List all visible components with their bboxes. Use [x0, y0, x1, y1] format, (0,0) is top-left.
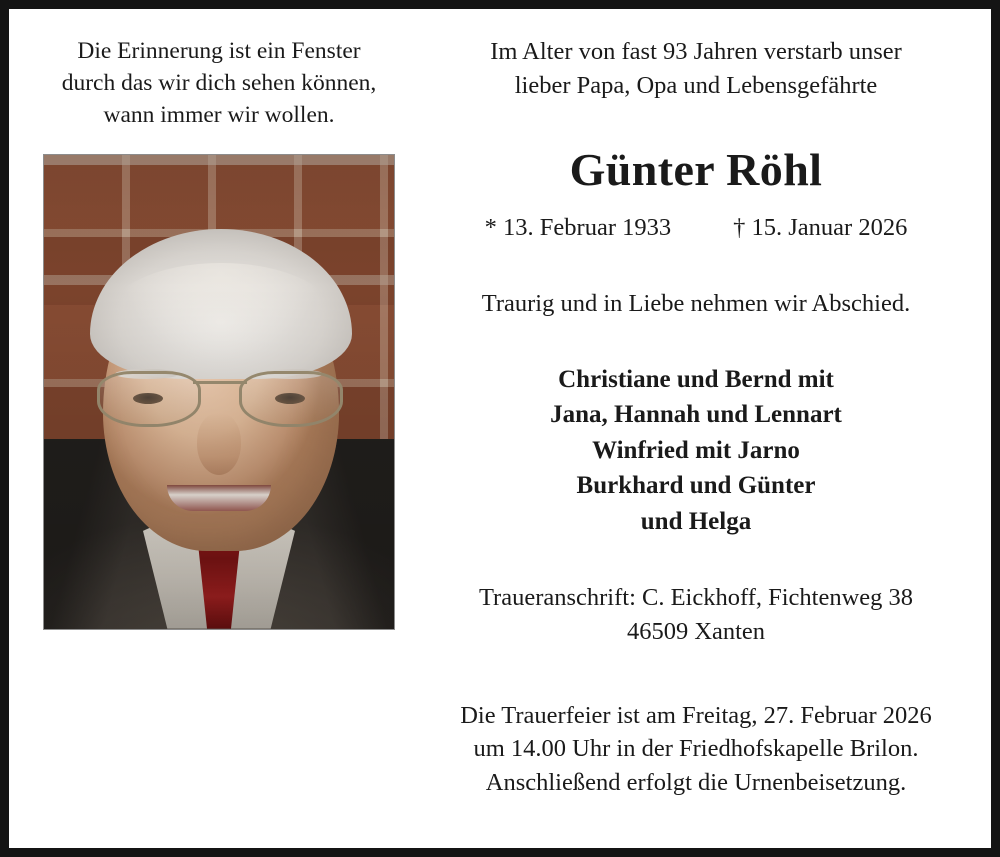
deceased-name: Günter Röhl	[569, 143, 823, 195]
photo-vignette	[44, 155, 394, 629]
portrait-photo	[44, 155, 394, 629]
birth-date: * 13. Februar 1933	[484, 213, 672, 241]
quote-line: durch das wir dich sehen können,	[61, 70, 377, 97]
family-line: Winfried mit Jarno	[592, 436, 800, 464]
ceremony-line: Anschließend erfolgt die Urnenbeisetzung.	[485, 769, 907, 797]
intro-line: Im Alter von fast 93 Jahren verstarb unser	[490, 38, 902, 65]
quote-line: Die Erinnerung ist ein Fenster	[77, 38, 361, 64]
family-line: Burkhard und Günter	[576, 472, 816, 500]
left-column	[33, 31, 405, 838]
family-line: und Helga	[640, 507, 752, 535]
family-names	[431, 362, 961, 540]
portrait-frame	[43, 154, 395, 630]
life-dates	[431, 214, 961, 242]
memorial-quote	[42, 35, 397, 132]
notice-inner	[9, 9, 991, 848]
ceremony-line: Die Trauerfeier ist am Freitag, 27. Februar 2026	[460, 701, 932, 729]
farewell-text: Traurig und in Liebe nehmen wir Abschied.	[481, 289, 911, 317]
address-line: Traueranschrift: C. Eickhoff, Fichtenweg 38	[478, 584, 914, 612]
quote-line: wann immer wir wollen.	[103, 102, 335, 129]
right-column	[405, 31, 967, 838]
family-line: Christiane und Bernd mit	[558, 365, 834, 393]
ceremony-line: um 14.00 Uhr in der Friedhofskapelle Brilon.	[473, 735, 919, 763]
death-date: † 15. Januar 2026	[733, 213, 908, 241]
address-line: 46509 Xanten	[626, 617, 766, 645]
mourning-address	[431, 581, 961, 649]
intro-line: lieber Papa, Opa und Lebensgefährte	[514, 71, 878, 99]
ceremony-details	[431, 699, 961, 800]
family-line: Jana, Hannah und Lennart	[550, 401, 842, 429]
introduction-text	[431, 35, 961, 103]
